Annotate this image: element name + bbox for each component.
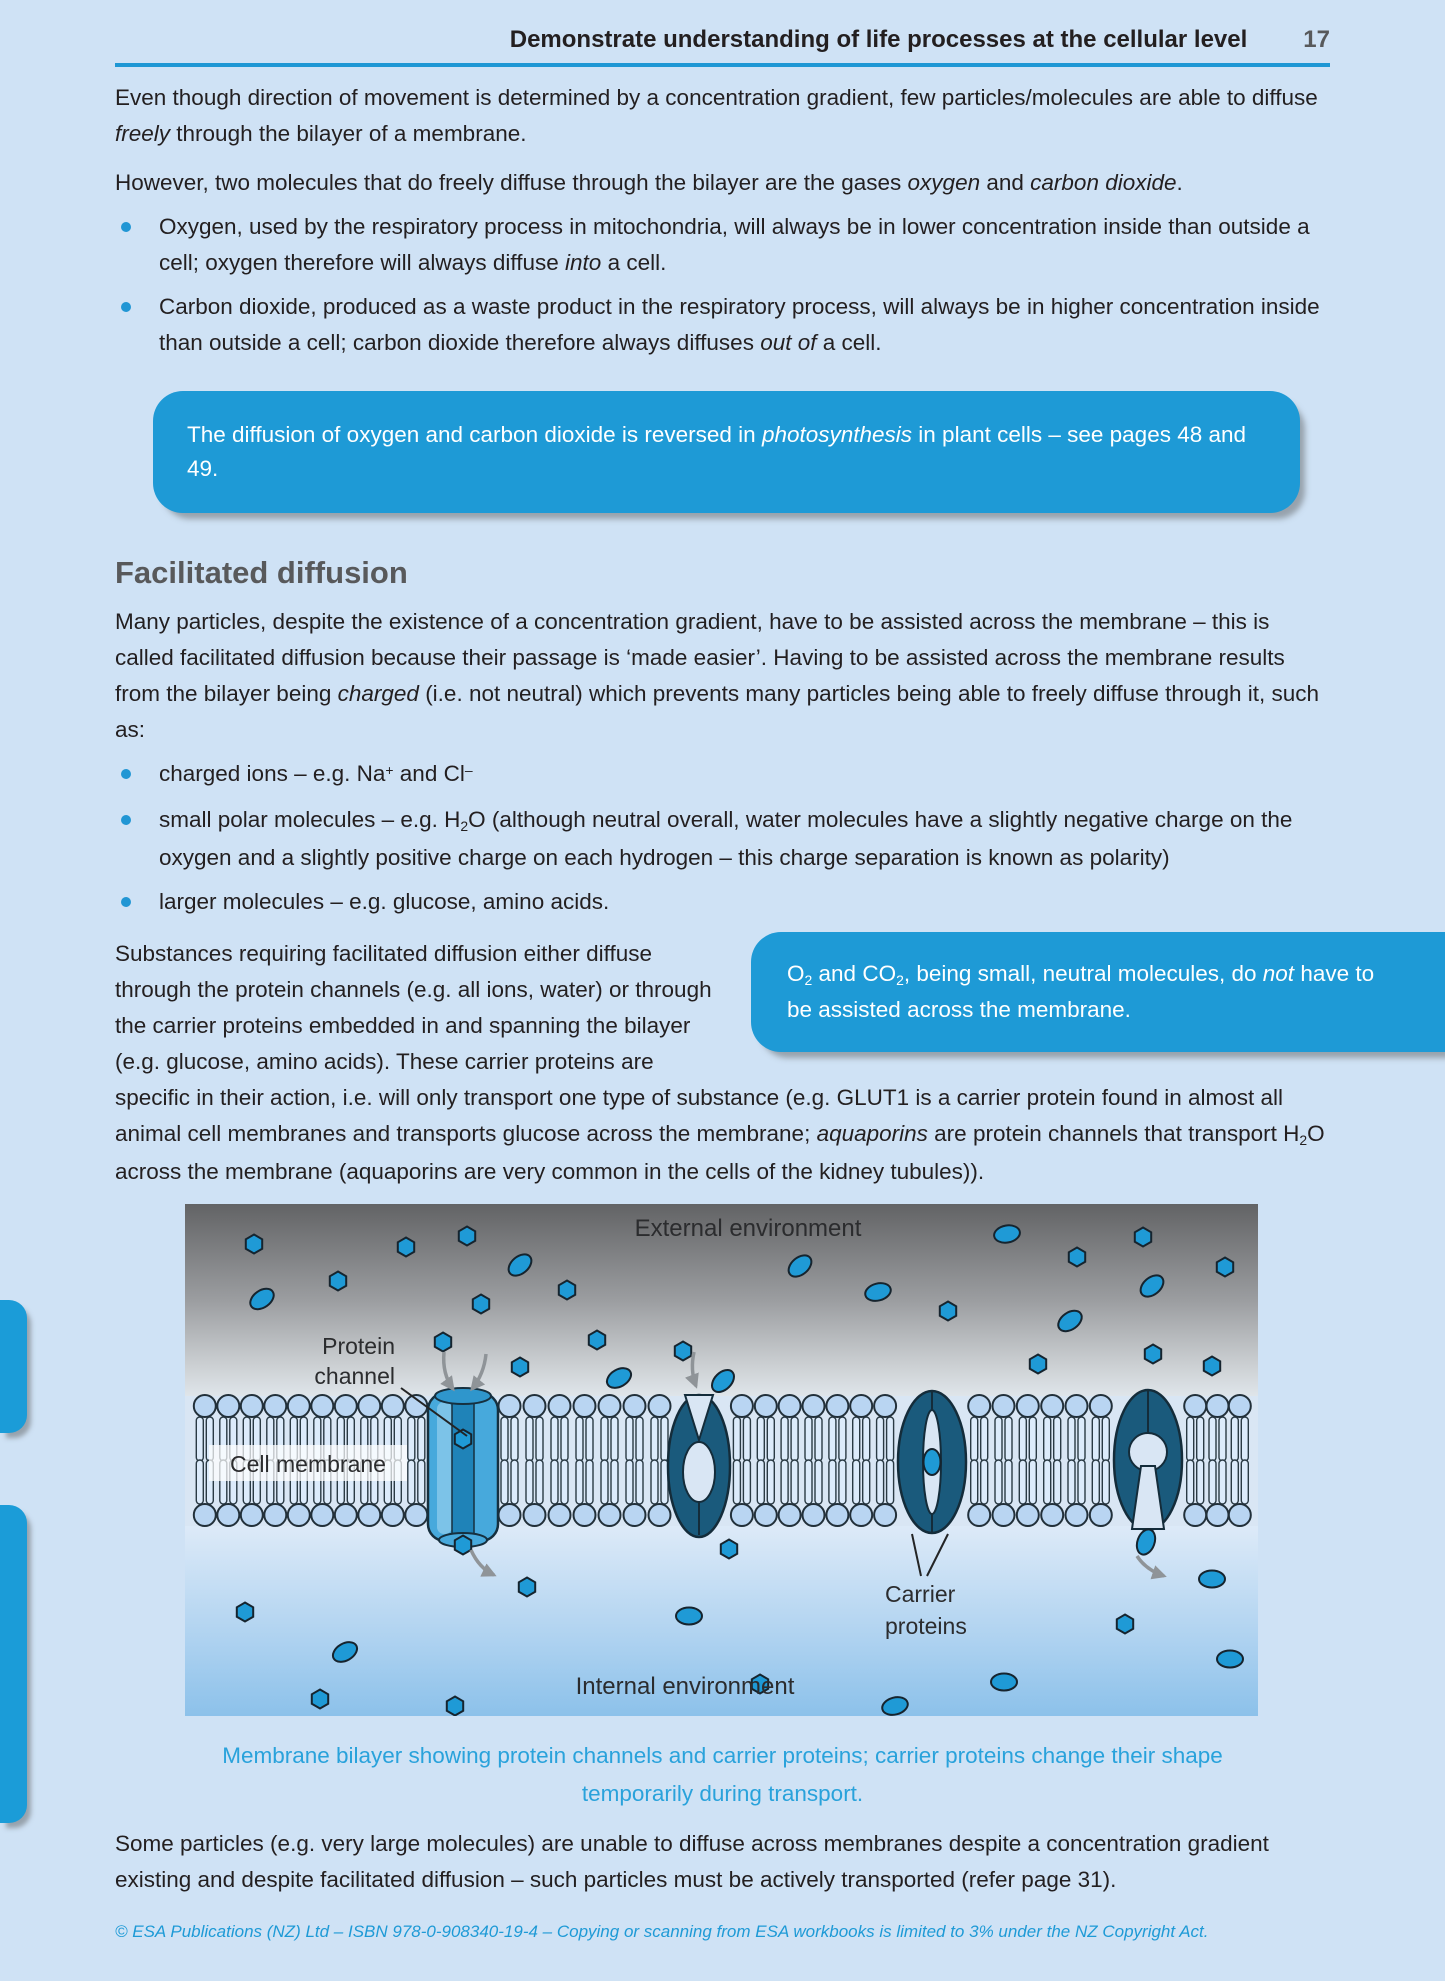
page-number: 17 bbox=[1303, 26, 1330, 53]
bullet-icon bbox=[121, 815, 131, 825]
bullet-list-gases bbox=[115, 209, 1330, 361]
list-item-text: Carbon dioxide, produced as a waste product in the respiratory process, will always be in higher concentration inside than outside a cell; carbon dioxide therefore always diffuses out of a cell. bbox=[159, 294, 1320, 355]
cell-membrane-label: Cell membrane bbox=[230, 1451, 386, 1477]
callout-text: The diffusion of oxygen and carbon dioxide is reversed in photosynthesis in plant cells – see pages 48 and 49. bbox=[187, 422, 1247, 481]
membrane-diagram bbox=[185, 1204, 1258, 1716]
side-tab-bottom bbox=[0, 1505, 27, 1823]
external-environment-label: External environment bbox=[634, 1215, 862, 1242]
bullet-icon bbox=[121, 897, 131, 907]
paragraph-substances: Substances requiring facilitated diffusion either diffuse through the protein channels (e.g. all ions, water) or through the carrier proteins embedded in and spanning the bilayer (e.g. glucose, amino acids). These carrier proteins are specific in their action, i.e. will only transport one type of substance (e.g. GLUT1 is a carrier protein found in almost all animal cell membranes and transports glucose across the membrane; aquaporins are protein channels that transport $H_2O$ across the membrane (aquaporins are very common in the cells of the kidney tubules)). bbox=[115, 941, 1325, 1184]
header-rule bbox=[115, 63, 1330, 67]
list-item-text: larger molecules – e.g. glucose, amino acids. bbox=[159, 889, 610, 914]
carrier-protein-open-top bbox=[668, 1395, 730, 1537]
protein-channel bbox=[428, 1388, 498, 1547]
list-item-polar-molecules bbox=[115, 802, 1330, 876]
bullet-icon bbox=[121, 222, 131, 232]
paragraph-intro: Even though direction of movement is determined by a concentration gradient, few particles/molecules are able to diffuse freely through the bilayer of a membrane. bbox=[115, 85, 1318, 146]
side-tab-top bbox=[0, 1300, 27, 1433]
list-item-text: small polar molecules – e.g. $H_2O$ (although neutral overall, water molecules have a slightly negative charge on the oxygen and a slightly positive charge on each hydrogen – this charge separation is known as polarity) bbox=[159, 807, 1293, 870]
chapter-title: Demonstrate understanding of life processes at the cellular level bbox=[509, 26, 1248, 53]
wrapped-section bbox=[115, 936, 1375, 1190]
carrier-protein-open-bottom bbox=[1114, 1390, 1182, 1530]
page-footer: © ESA Publications (NZ) Ltd – ISBN 978-0-908340-19-4 – Copying or scanning from ESA workbooks is limited to 3% under the NZ Copyright Act. bbox=[115, 1922, 1209, 1941]
bullet-list-particles bbox=[115, 756, 1330, 920]
protein-channel-label-line2: channel bbox=[314, 1363, 395, 1389]
section-heading: Facilitated diffusion bbox=[115, 555, 408, 590]
paragraph-facilitated: Many particles, despite the existence of a concentration gradient, have to be assisted across the membrane – this is called facilitated diffusion because their passage is ‘made easier’. Having to be assisted across the membrane results from the bilayer being charged (i.e. not neutral) which prevents many particles being able to freely diffuse through it, such as: bbox=[115, 609, 1320, 742]
membrane-diagram-figure bbox=[185, 1204, 1330, 1721]
list-item-text: Oxygen, used by the respiratory process in mitochondria, will always be in lower concentration inside than outside a cell; oxygen therefore will always diffuse into a cell. bbox=[159, 214, 1310, 275]
paragraph-active-transport: Some particles (e.g. very large molecules) are unable to diffuse across membranes despite a concentration gradient existing and despite facilitated diffusion – such particles must be actively transported (refer page 31). bbox=[115, 1831, 1269, 1892]
figure-caption: Membrane bilayer showing protein channels and carrier proteins; carrier proteins change their shape temporarily during transport. bbox=[222, 1743, 1223, 1806]
list-item-carbon-dioxide bbox=[115, 289, 1330, 361]
page-header bbox=[115, 26, 1330, 67]
list-item-oxygen bbox=[115, 209, 1330, 281]
bullet-icon bbox=[121, 302, 131, 312]
carrier-proteins-label-line1: Carrier bbox=[885, 1581, 956, 1607]
list-item-larger-molecules bbox=[115, 884, 1330, 920]
callout-text: $O_2$ and $CO_2$, being small, neutral molecules, do not have to be assisted across the membrane. bbox=[787, 961, 1375, 1022]
internal-environment-label: Internal environment bbox=[575, 1673, 795, 1700]
callout-gases-note bbox=[751, 932, 1445, 1052]
cell-membrane-label-group bbox=[209, 1445, 407, 1481]
protein-channel-label-line1: Protein bbox=[322, 1333, 395, 1359]
list-item-text: charged ions – e.g. Na+ and Cl– bbox=[159, 761, 473, 786]
callout-photosynthesis bbox=[153, 391, 1300, 513]
bullet-icon bbox=[121, 769, 131, 779]
list-item-charged-ions bbox=[115, 756, 1330, 794]
carrier-proteins-label-line2: proteins bbox=[885, 1613, 967, 1639]
paragraph-gases: However, two molecules that do freely diffuse through the bilayer are the gases oxygen and carbon dioxide. bbox=[115, 170, 1183, 195]
